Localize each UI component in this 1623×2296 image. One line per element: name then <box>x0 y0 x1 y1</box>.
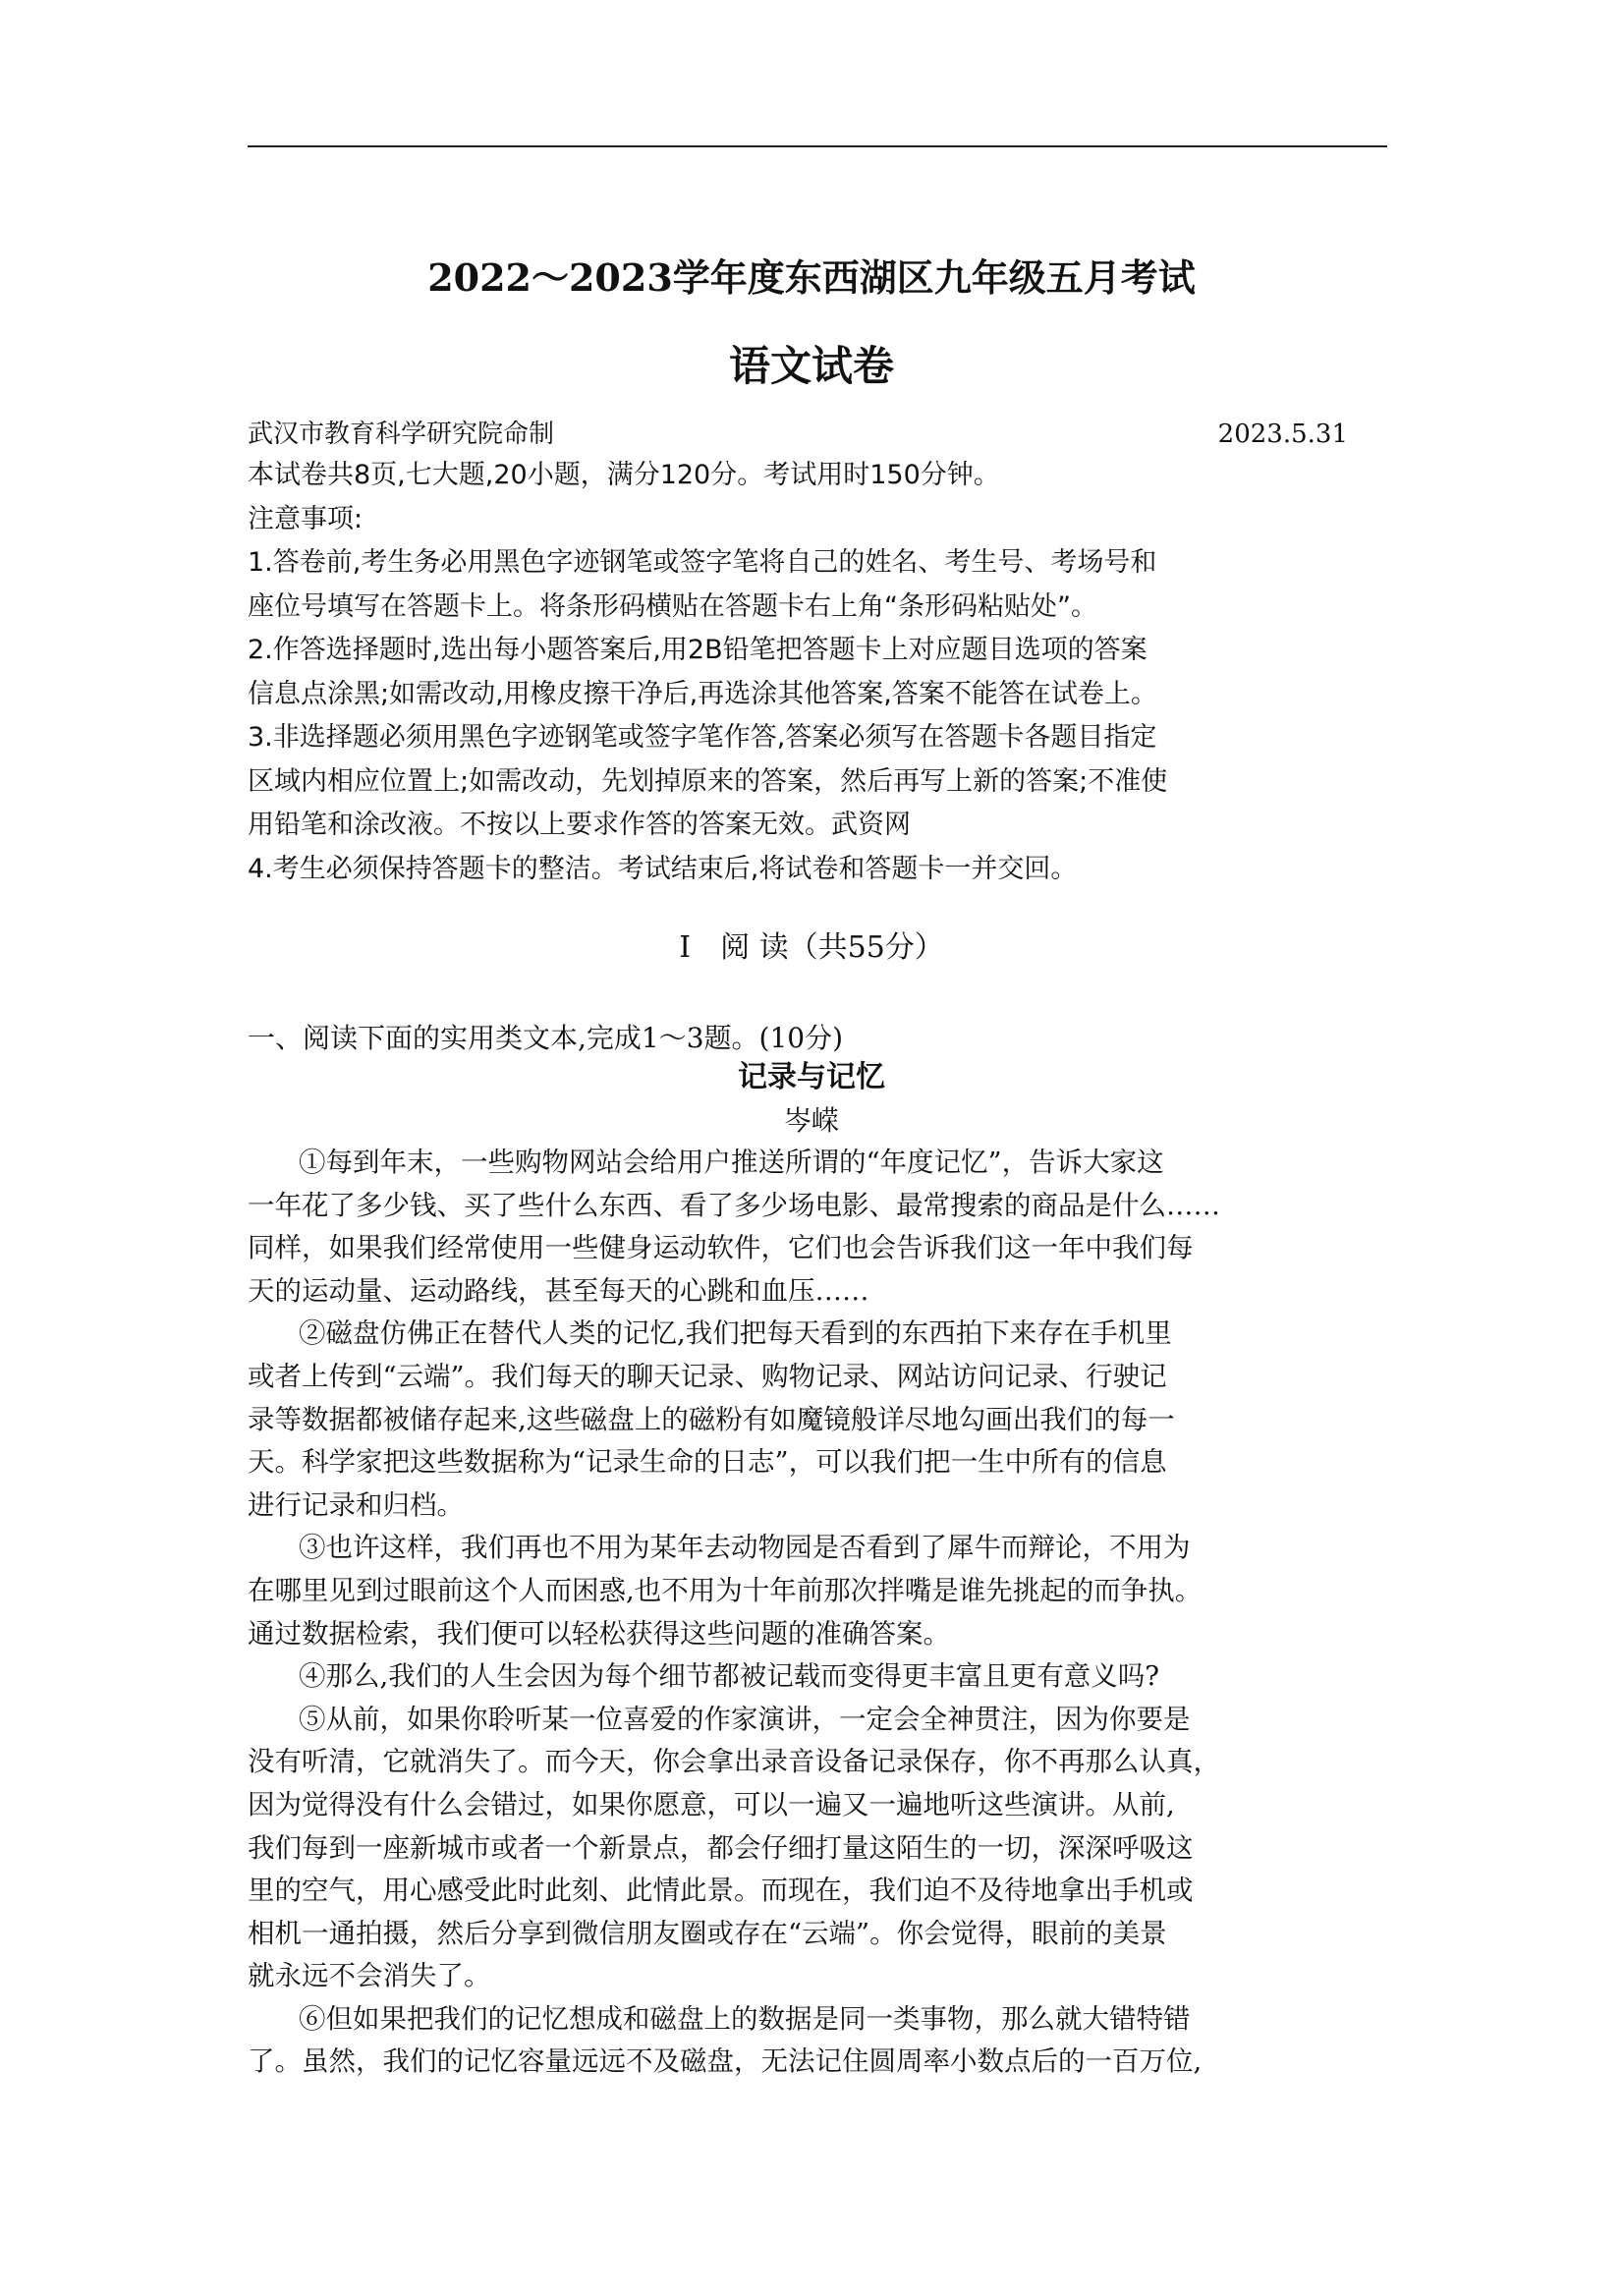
publisher: 武汉市教育科学研究院命制 <box>248 420 555 449</box>
instruction-line: 注意事项: <box>248 503 364 534</box>
instruction-line: 本试卷共8页,七大题,20小题，满分120分。考试用时150分钟。 <box>248 460 1000 490</box>
article-line: ④那么,我们的人生会因为每个细节都被记载而变得更丰富且更有意义吗? <box>299 1660 1159 1693</box>
instruction-line: 区域内相应位置上;如需改动，先划掉原来的答案，然后再写上新的答案;不准使 <box>248 765 1168 797</box>
article-title: 记录与记忆 <box>738 1060 885 1094</box>
article-line: ②磁盘仿佛正在替代人类的记忆,我们把每天看到的东西拍下来存在手机里 <box>299 1317 1172 1350</box>
instruction-line: 座位号填写在答题卡上。将条形码横贴在答题卡右上角“条形码粘贴处”。 <box>248 590 1097 622</box>
exam-title: 2022～2023学年度东西湖区九年级五月考试 <box>427 255 1196 300</box>
question-heading: 一、阅读下面的实用类文本,完成1～3题。(10分) <box>248 1022 844 1054</box>
article-line: ⑤从前，如果你聆听某一位喜爱的作家演讲，一定会全神贯注，因为你要是 <box>299 1703 1191 1735</box>
article-line: 就永远不会消失了。 <box>248 1960 491 1992</box>
instruction-line: 信息点涂黑;如需改动,用橡皮擦干净后,再选涂其他答案,答案不能答在试卷上。 <box>248 678 1157 709</box>
article-line: 在哪里见到过眼前这个人而困惑,也不用为十年前那次拌嘴是谁先挑起的而争执。 <box>248 1574 1203 1606</box>
article-line: 进行记录和归档。 <box>248 1488 464 1521</box>
article-body <box>248 1142 1397 2084</box>
article-line: ①每到年末，一些购物网站会给用户推送所谓的“年度记忆”，告诉大家这 <box>299 1147 1164 1178</box>
article-line: 了。虽然，我们的记忆容量远远不及磁盘，无法记住圆周率小数点后的一百万位, <box>248 2045 1203 2078</box>
instruction-line: 1.答卷前,考生务必用黑色字迹钢笔或签字笔将自己的姓名、考生号、考场号和 <box>248 547 1157 578</box>
instruction-line: 用铅笔和涂改液。不按以上要求作答的答案无效。武资网 <box>248 810 911 840</box>
article-line: ⑥但如果把我们的记忆想成和磁盘上的数据是同一类事物，那么就大错特错 <box>299 2002 1191 2035</box>
article-line: 里的空气，用心感受此时此刻、此情此景。而现在，我们迫不及待地拿出手机或 <box>248 1875 1194 1907</box>
instruction-line: 4.考生必须保持答题卡的整洁。考试结束后,将试卷和答题卡一并交回。 <box>248 853 1078 884</box>
instructions <box>248 454 1397 891</box>
exam-date: 2023.5.31 <box>1217 420 1348 449</box>
article-line: 因为觉得没有什么会错过，如果你愿意，可以一遍又一遍地听这些演讲。从前, <box>248 1788 1175 1820</box>
article-line: 通过数据检索，我们便可以轻松获得这些问题的准确答案。 <box>248 1617 950 1650</box>
article-line: 或者上传到“云端”。我们每天的聊天记录、购物记录、网站访问记录、行驶记 <box>248 1360 1167 1392</box>
article-line: 天。科学家把这些数据称为“记录生命的日志”，可以我们把一生中所有的信息 <box>248 1446 1167 1479</box>
subject-title: 语文试卷 <box>728 342 894 390</box>
article-line: ③也许这样，我们再也不用为某年去动物园是否看到了犀牛而辩论，不用为 <box>299 1532 1191 1564</box>
instruction-line: 3.非选择题必须用黑色字迹钢笔或签字笔作答,答案必须写在答题卡各题目指定 <box>248 722 1157 753</box>
instruction-line: 2.作答选择题时,选出每小题答案后,用2B铅笔把答题卡上对应题目选项的答案 <box>248 635 1147 665</box>
article-line: 相机一通拍摄，然后分享到微信朋友圈或存在“云端”。你会觉得，眼前的美景 <box>248 1917 1167 1949</box>
article-line: 录等数据都被储存起来,这些磁盘上的磁粉有如魔镜般详尽地勾画出我们的每一 <box>248 1403 1175 1435</box>
article-line: 我们每到一座新城市或者一个新景点，都会仔细打量这陌生的一切，深深呼吸这 <box>248 1831 1194 1864</box>
article-line: 天的运动量、运动路线，甚至每天的心跳和血压…… <box>248 1274 869 1307</box>
article-line: 没有听清，它就消失了。而今天，你会拿出录音设备记录保存，你不再那么认真， <box>248 1746 1220 1778</box>
article-author: 岑嵘 <box>783 1104 839 1137</box>
publisher-line <box>248 413 1348 456</box>
article-line: 一年花了多少钱、买了些什么东西、看了多少场电影、最常搜索的商品是什么…… <box>248 1189 1220 1221</box>
section-heading: Ⅰ 阅 读（共55分） <box>679 930 944 965</box>
header-rule <box>248 145 1387 147</box>
article-line: 同样，如果我们经常使用一些健身运动软件，它们也会告诉我们这一年中我们每 <box>248 1232 1194 1264</box>
